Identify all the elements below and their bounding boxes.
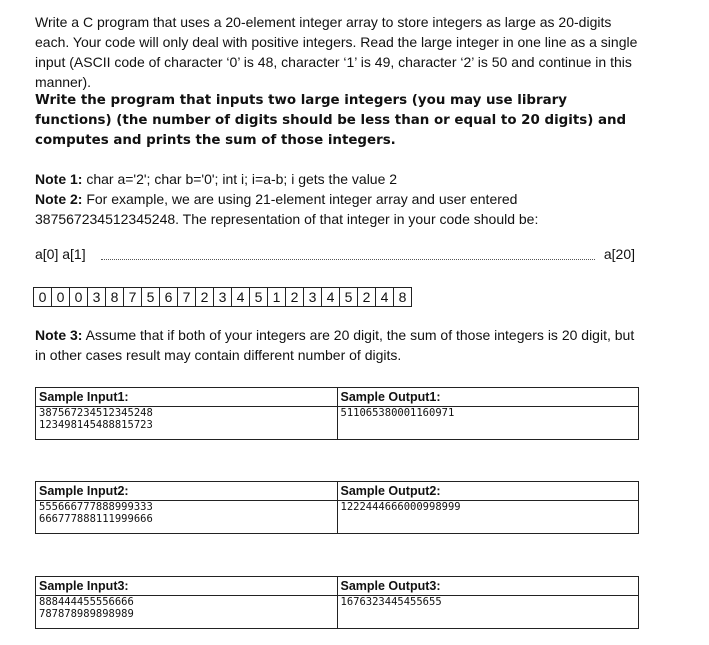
sample-output-value: 1222444666000998999	[337, 501, 639, 534]
sample-input-line: 888444455556666	[39, 596, 134, 608]
sample-output-value: 1676323445455655	[337, 596, 639, 629]
digit-cell: 7	[178, 287, 196, 307]
notes-block	[35, 169, 647, 229]
sample-input-line: 555666777888999333	[39, 501, 153, 513]
digit-cell: 6	[160, 287, 178, 307]
digit-cell: 5	[340, 287, 358, 307]
digit-cell: 3	[214, 287, 232, 307]
sample-table-2	[35, 481, 639, 534]
note-3	[35, 325, 647, 365]
digit-cell: 8	[394, 287, 412, 307]
index-left: a[0] a[1]	[35, 246, 86, 262]
digit-cell: 2	[358, 287, 376, 307]
digit-cell: 2	[286, 287, 304, 307]
note-2	[35, 189, 647, 229]
note-1	[35, 169, 647, 189]
digit-cell: 4	[322, 287, 340, 307]
sample-output-label: Sample Output3:	[337, 577, 639, 596]
digit-array	[33, 287, 412, 307]
sample-input-line: 787878989898989	[39, 608, 134, 620]
note-2-text: For example, we are using 21-element integer array and user entered 387567234512345248. The representation of that integer in your code should be:	[35, 191, 539, 227]
digit-cell: 3	[304, 287, 322, 307]
digit-cell: 0	[52, 287, 70, 307]
index-dots	[101, 259, 595, 260]
digit-cell: 0	[33, 287, 52, 307]
sample-table-1	[35, 387, 639, 440]
digit-cell: 8	[106, 287, 124, 307]
note-1-text: char a='2'; char b='0'; int i; i=a-b; i gets the value 2	[82, 171, 398, 187]
digit-cell: 1	[268, 287, 286, 307]
sample-input-line: 666777888111999666	[39, 513, 153, 525]
sample-input-values	[36, 501, 338, 534]
digit-cell: 5	[142, 287, 160, 307]
sample-input-line: 123498145488815723	[39, 419, 153, 431]
intro-paragraph: Write a C program that uses a 20-element integer array to store integers as large as 20-digits each. Your code will only deal with positive integers. Read the large integer in one line as a single input (ASCII code of character ‘0’ is 48, character ‘1’ is 49, character ‘2’ is 50 and continue in this manner).	[35, 14, 638, 90]
sample-input-values	[36, 596, 338, 629]
note-3-label: Note 3:	[35, 327, 83, 343]
task-paragraph: Write the program that inputs two large integers (you may use library functions) (the number of digits should be less than or equal to 20 digits) and computes and prints the sum of those integers.	[35, 93, 627, 148]
sample-input-label: Sample Input1:	[36, 388, 338, 407]
sample-output-value: 511065380001160971	[337, 407, 639, 440]
digit-cell: 0	[70, 287, 88, 307]
sample-input-values	[36, 407, 338, 440]
sample-output-label: Sample Output2:	[337, 482, 639, 501]
digit-cell: 3	[88, 287, 106, 307]
digit-cell: 2	[196, 287, 214, 307]
sample-input-line: 387567234512345248	[39, 407, 153, 419]
note-2-label: Note 2:	[35, 191, 83, 207]
note-1-label: Note 1:	[35, 171, 83, 187]
index-right: a[20]	[603, 246, 635, 262]
sample-input-label: Sample Input2:	[36, 482, 338, 501]
digit-cell: 4	[376, 287, 394, 307]
sample-output-label: Sample Output1:	[337, 388, 639, 407]
digit-cell: 5	[250, 287, 268, 307]
digit-cell: 7	[124, 287, 142, 307]
note-3-text: Assume that if both of your integers are 20 digit, the sum of those integers is 20 digit, but in other cases result may contain different number of digits.	[35, 327, 635, 363]
sample-input-label: Sample Input3:	[36, 577, 338, 596]
digit-cell: 4	[232, 287, 250, 307]
array-index-row	[35, 246, 635, 266]
sample-table-3	[35, 576, 639, 629]
